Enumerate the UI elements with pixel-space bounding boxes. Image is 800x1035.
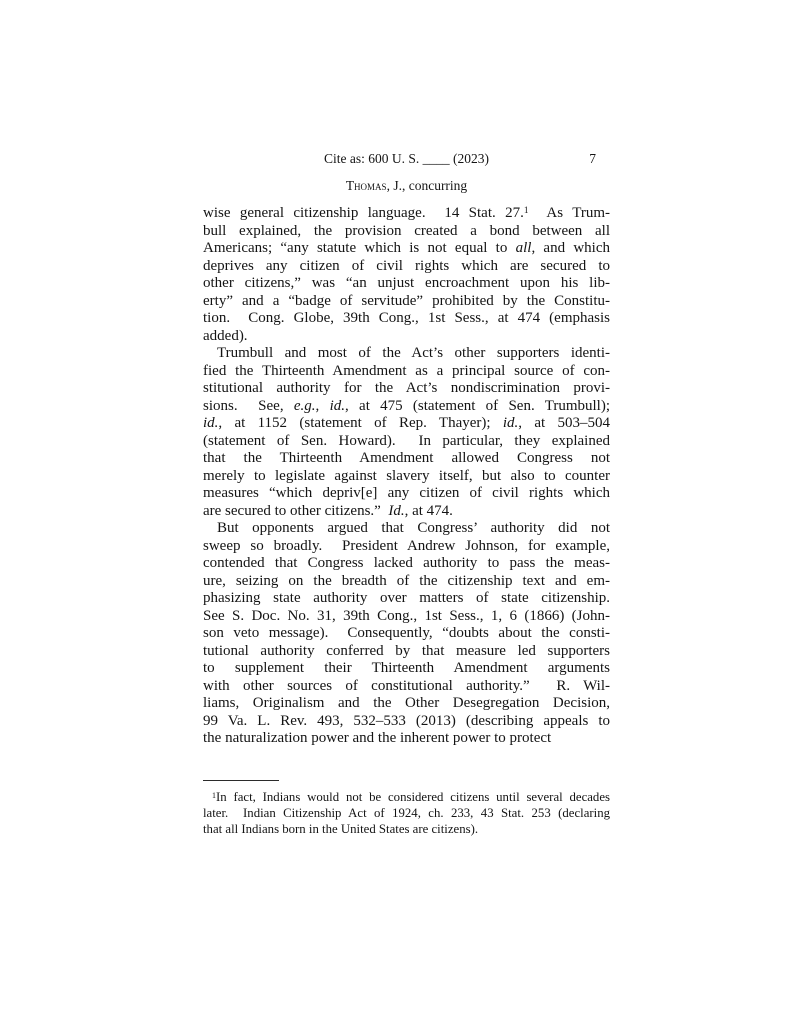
text-segment: stitutional authority for the Act’s nondiscrimination provi- [203,380,610,396]
text-segment: with other sources of constitutional authority.” R. Wil- [203,677,610,694]
body-text [203,205,610,748]
text-segment: But opponents argued that Congress’ authority did not [217,520,610,536]
text-line [203,468,610,486]
text-segment: , at 474. [404,502,453,519]
text-line [203,678,610,696]
text-line [203,625,610,643]
text-line [203,789,610,805]
text-segment: liams, Originalism and the Other Desegregation Decision, [203,695,610,711]
text-line [203,503,610,521]
text-segment: that the Thirteenth Amendment allowed Congress not [203,450,610,466]
text-segment: ure, seizing on the breadth of the citizenship text and em- [203,572,610,589]
opinion-author-line [203,178,610,194]
text-segment: are secured to other citizens.” [203,502,389,519]
text-line [203,821,610,837]
text-segment: measures “which depriv[e] any citizen of civil rights which [203,485,610,501]
text-line [203,450,610,468]
text-segment: deprives any citizen of civil rights which are secured to [203,257,610,274]
text-line [203,538,610,556]
text-line [203,205,610,223]
text-segment: Trumbull and most of the Act’s other supporters identi- [217,345,610,361]
text-line [203,590,610,608]
text-segment: id. [502,415,519,431]
text-segment: the naturalization power and the inherent power to protect [203,730,552,746]
text-segment: , at 503–504 [518,415,610,431]
text-segment: Americans; “any statute which is not equal to [203,240,516,256]
text-line [203,293,610,311]
text-segment: merely to legislate against slavery itself, but also to counter [203,467,610,484]
text-line [203,485,610,503]
text-segment: phasizing state authority over matters of state citizenship. [203,590,610,606]
text-segment: tutional authority conferred by that measure led supporters [203,642,610,659]
text-segment: , at 475 (statement of Sen. Trumbull); [345,397,611,414]
text-segment: e.g. [293,397,316,414]
text-line [203,380,610,398]
footnote-text [203,789,610,837]
text-segment: erty” and a “badge of servitude” prohibited by the Constitu- [203,292,610,309]
text-line [203,415,610,433]
text-line [203,805,610,821]
running-head-cite: Cite as: 600 U. S. ____ (2023) [324,151,489,166]
text-segment: added). [203,327,248,344]
justice-name: Thomas [345,178,387,193]
text-segment: 99 Va. L. Rev. 493, 532–533 (2013) (describing appeals to [203,712,610,729]
text-line [203,258,610,276]
text-segment: Id. [388,502,405,519]
text-segment: wise general citizenship language. 14 Stat. 27. [203,205,524,221]
text-segment: , and which [531,240,610,256]
text-segment: son veto message). Consequently, “doubts about the consti- [203,625,610,641]
text-line [203,695,610,713]
text-line [203,713,610,731]
text-line [203,730,610,748]
text-line [203,275,610,293]
page-number: 7 [589,151,596,166]
text-line [203,608,610,626]
footnote-separator-rule [203,780,279,781]
text-segment: later. Indian Citizenship Act of 1924, ch. 233, 43 Stat. 253 (declaring [203,806,610,820]
text-segment: sweep so broadly. President Andrew Johnson, for example, [203,537,610,554]
footnote-marker: 1 [523,206,529,216]
text-line [203,398,610,416]
author-line-rest: , J., concurring [386,178,468,193]
text-line [203,328,610,346]
text-line [203,223,610,241]
text-line [203,555,610,573]
text-segment: tion. Cong. Globe, 39th Cong., 1st Sess., at 474 (emphasis [203,310,610,326]
text-line [203,310,610,328]
text-segment: id. [329,397,345,414]
text-line [203,643,610,661]
text-segment: that all Indians born in the United States are citizens). [203,822,479,836]
text-segment: bull explained, the provision created a bond between all [203,222,610,239]
text-segment: contended that Congress lacked authority to pass the meas- [203,555,610,571]
text-segment: , [315,397,330,414]
footnote-marker: 1 [212,791,216,800]
text-line [203,573,610,591]
text-line [203,520,610,538]
text-segment: sions. See, [203,397,294,414]
text-line [203,240,610,258]
text-segment: (statement of Sen. Howard). In particular, they explained [203,432,610,449]
text-segment: See S. Doc. No. 31, 39th Cong., 1st Sess., 1, 6 (1866) (John- [203,607,610,624]
text-line [203,433,610,451]
text-segment: all [515,240,532,256]
text-segment: , at 1152 (statement of Rep. Thayer); [218,415,503,431]
text-segment: other citizens,” was “an unjust encroachment upon his lib- [203,275,610,291]
text-line [203,363,610,381]
text-segment: to supplement their Thirteenth Amendment arguments [203,660,610,676]
text-segment: As Trum- [528,205,610,221]
text-segment: fied the Thirteenth Amendment as a principal source of con- [203,362,610,379]
text-segment: In fact, Indians would not be considered citizens until several decades [215,790,610,804]
text-line [203,345,610,363]
text-line [203,660,610,678]
text-segment: id. [203,415,219,431]
